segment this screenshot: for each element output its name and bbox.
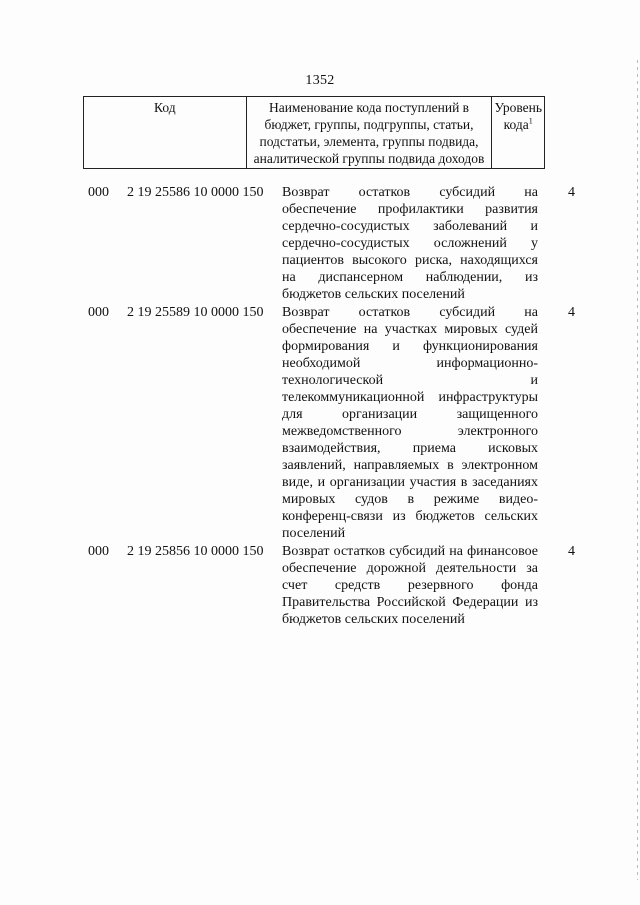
row-code: 2 19 25589 10 0000 150	[127, 305, 264, 320]
row-description: Возврат остатков субсидий на обеспечение на участках мировых судей формирования и функционирования необходимой информационно-технологической и телекоммуникационной инфраструктуры для организации защищенного межведомственного электронного взаимодействия, приема исковых заявлений, направляемых в электронном виде, и организации участия в заседаниях мировых судов в режиме видео-конференц-связи из бюджетов сельских поселений	[282, 305, 538, 541]
row-description: Возврат остатков субсидий на обеспечение профилактики развития сердечно-сосудистых заболеваний и сердечно-сосудистых осложнений у пациентов высокого риска, находящихся на диспансерном наблюдении, из бюджетов сельских поселений	[282, 185, 538, 302]
row-code: 2 19 25856 10 0000 150	[127, 544, 264, 559]
footnote-marker: 1	[528, 116, 533, 126]
row-level: 4	[568, 305, 575, 320]
page-number: 1352	[305, 73, 335, 88]
row-level: 4	[568, 185, 575, 200]
scan-edge-line	[637, 60, 638, 880]
header-code: Код	[84, 97, 247, 169]
row-description: Возврат остатков субсидий на финансовое обеспечение дорожной деятельности за счет средств резервного фонда Правительства Российской Федерации из бюджетов сельских поселений	[282, 544, 538, 627]
header-level	[492, 97, 545, 169]
table-row	[83, 543, 575, 628]
row-level: 4	[568, 544, 575, 559]
row-code-prefix: 000	[88, 185, 109, 200]
row-code-prefix: 000	[88, 544, 109, 559]
table-row	[83, 304, 575, 542]
table-body	[83, 184, 575, 628]
row-code: 2 19 25586 10 0000 150	[127, 185, 264, 200]
table-header	[83, 96, 545, 169]
header-name: Наименование кода поступлений в бюджет, группы, подгруппы, статьи, подстатьи, элемента, группы подвида, аналитической группы подвида доходов	[246, 97, 492, 169]
header-level-label: Уровень кода	[494, 100, 542, 132]
row-code-prefix: 000	[88, 305, 109, 320]
table-row	[83, 184, 575, 303]
